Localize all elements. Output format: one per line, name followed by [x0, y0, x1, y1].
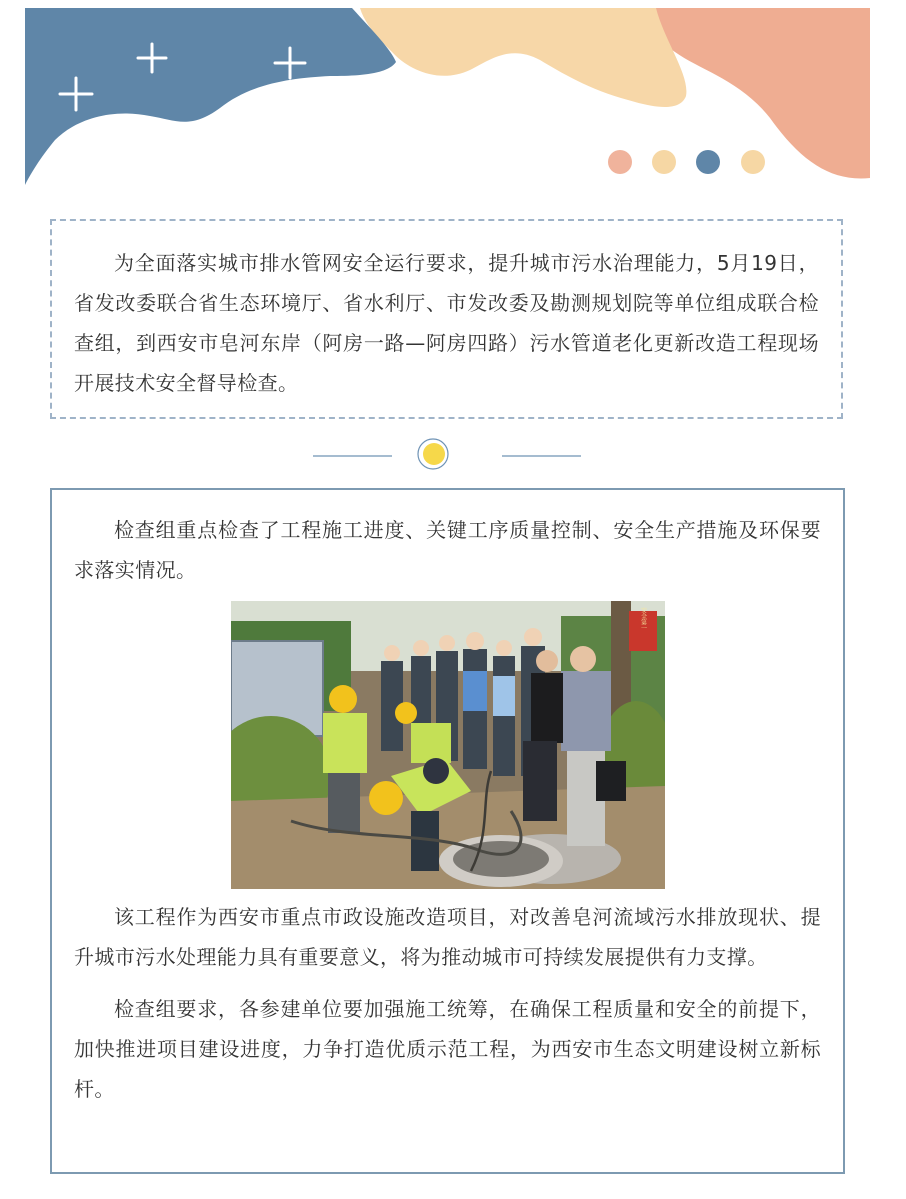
main-content-box [50, 488, 845, 1174]
dot-icon [741, 150, 765, 174]
safety-banner-text: 安全第一 [639, 607, 646, 631]
intro-paragraph: 为全面落实城市排水管网安全运行要求，提升城市污水治理能力，5月19日，省发改委联合省生态环境厅、省水利厅、市发改委及勘测规划院等单位组成联合检查组，到西安市皂河东岸（阿房一路—阿房四路）污水管道老化更新改造工程现场开展技术安全督导检查。 [74, 251, 819, 395]
divider-circle-icon [423, 443, 445, 465]
paragraph-inspection-focus: 检查组重点检查了工程施工进度、关键工序质量控制、安全生产措施及环保要求落实情况。 [74, 518, 821, 582]
paragraph-inspection-requirements: 检查组要求，各参建单位要加强施工统筹，在确保工程质量和安全的前提下，加快推进项目建设进度，力争打造优质示范工程，为西安市生态文明建设树立新标杆。 [74, 997, 821, 1101]
dot-icon [652, 150, 676, 174]
dot-icon [696, 150, 720, 174]
photo-illustration [231, 601, 665, 889]
site-inspection-photo [231, 601, 665, 889]
section-divider [0, 436, 906, 476]
paragraph-project-significance: 该工程作为西安市重点市政设施改造项目，对改善皂河流域污水排放现状、提升城市污水处理能力具有重要意义，将为推动城市可持续发展提供有力支撑。 [74, 905, 821, 969]
dot-icon [608, 150, 632, 174]
peach-blob [360, 8, 686, 107]
intro-box [50, 219, 843, 419]
header-decoration [0, 0, 906, 200]
blue-blob [25, 8, 396, 185]
